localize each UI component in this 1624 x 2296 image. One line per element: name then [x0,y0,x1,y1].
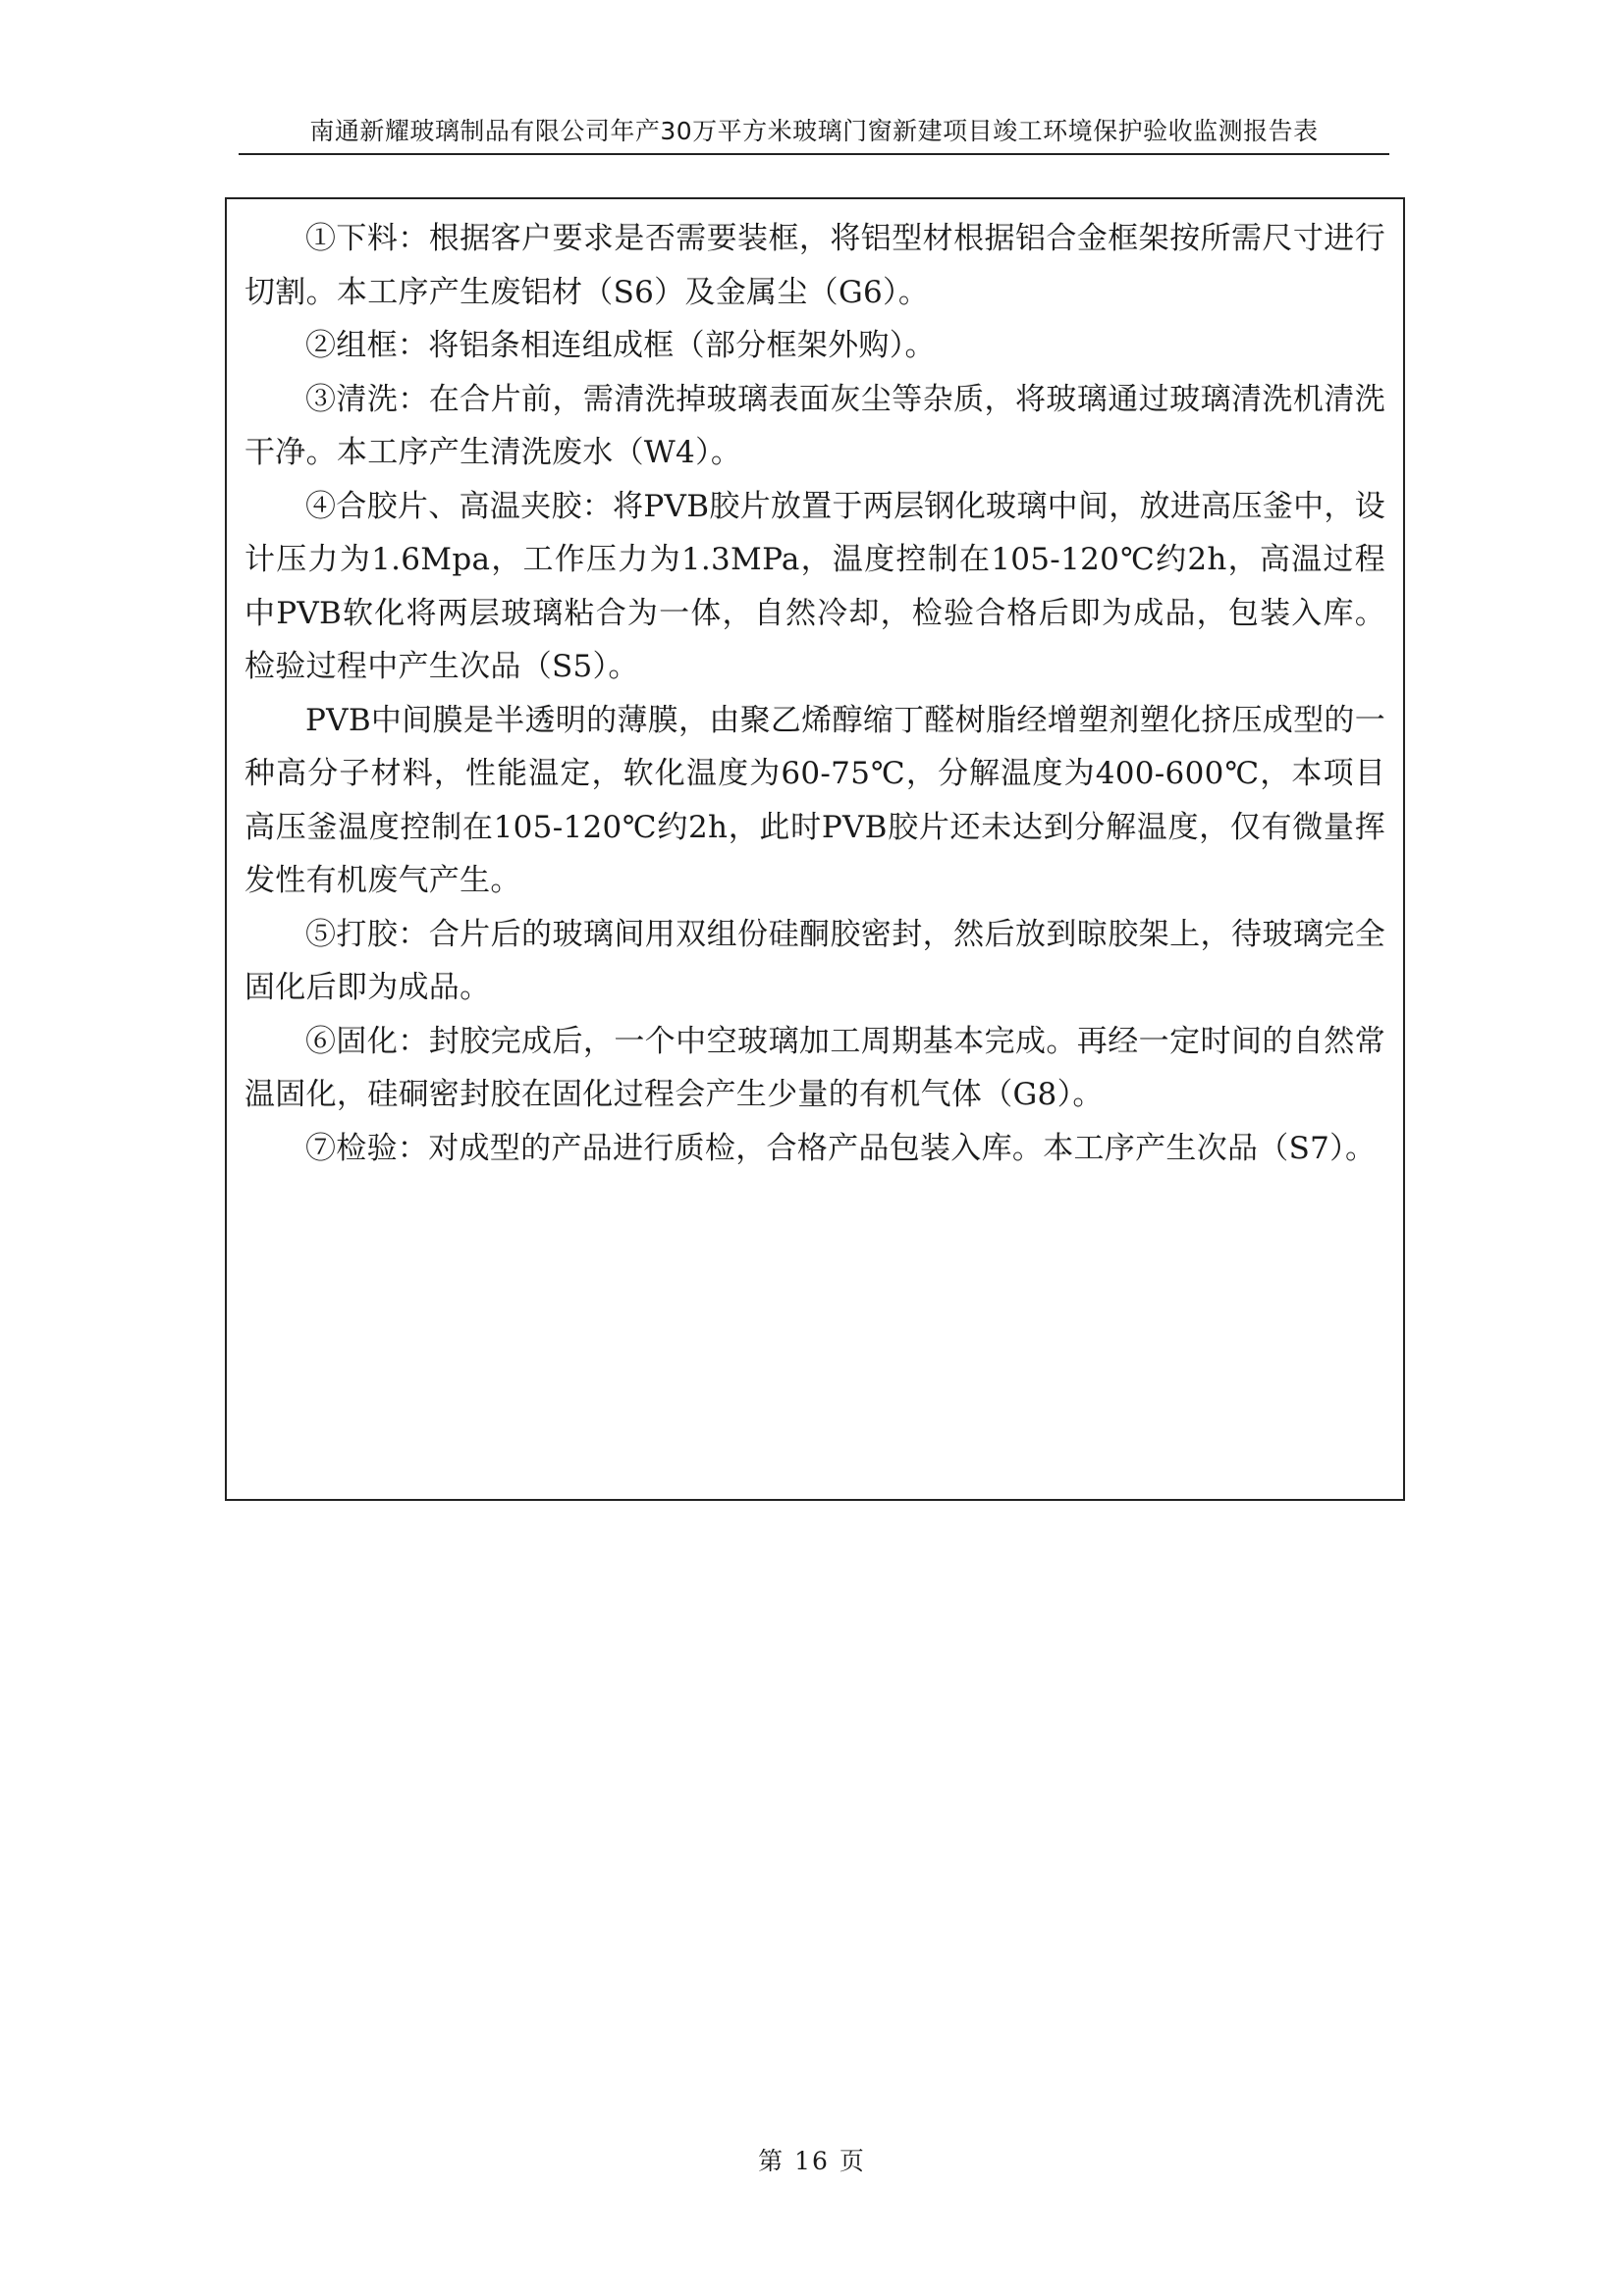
page-number: 第 16 页 [758,2147,866,2175]
paragraph-cleaning: ③清洗：在合片前，需清洗掉玻璃表面灰尘等杂质，将玻璃通过玻璃清洗机清洗干净。本工序产生清洗废水（W4）。 [244,381,1385,470]
page-header-title: 南通新耀玻璃制品有限公司年产30万平方米玻璃门窗新建项目竣工环境保护验收监测报告表 [309,117,1319,145]
paragraph-pvb-film: PVB中间膜是半透明的薄膜，由聚乙烯醇缩丁醛树脂经增塑剂塑化挤压成型的一种高分子材料，性能温定，软化温度为60-75℃，分解温度为400-600℃，本项目高压釜温度控制在105-120℃约2h，此时PVB胶片还未达到分解温度，仅有微量挥发性有机废气产生。 [244,702,1385,898]
paragraph-curing: ⑥固化：封胶完成后，一个中空玻璃加工周期基本完成。再经一定时间的自然常温固化，硅硐密封胶在固化过程会产生少量的有机气体（G8）。 [244,1023,1385,1112]
paragraph-framing: ②组框：将铝条相连组成框（部分框架外购）。 [305,328,936,363]
paragraph-sealing: ⑤打胶：合片后的玻璃间用双组份硅酮胶密封，然后放到晾胶架上，待玻璃完全固化后即为成品。 [244,916,1385,1005]
paragraph-laminating: ④合胶片、高温夹胶：将PVB胶片放置于两层钢化玻璃中间，放进高压釜中，设计压力为1.6Mpa，工作压力为1.3MPa，温度控制在105-120℃约2h，高温过程中PVB软化将两层玻璃粘合为一体，自然冷却，检验合格后即为成品，包装入库。检验过程中产生次品（S5）。 [244,488,1385,684]
header-divider [239,153,1389,155]
paragraph-inspection: ⑦检验：对成型的产品进行质检，合格产品包装入库。本工序产生次品（S7）。 [305,1130,1377,1166]
content-box [225,197,1405,1501]
paragraph-cutting: ①下料：根据客户要求是否需要装框，将铝型材根据铝合金框架按所需尺寸进行切割。本工序产生废铝材（S6）及金属尘（G6）。 [244,221,1385,310]
